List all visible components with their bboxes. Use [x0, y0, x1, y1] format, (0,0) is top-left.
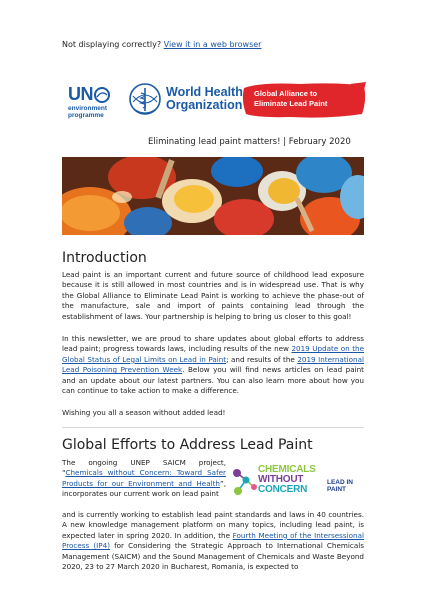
intro-p2-text-a: In this newsletter, we are proud to share updates about global efforts to address lead paint; progress towards laws, including results of the new — [62, 334, 364, 354]
global-paragraph-rest — [62, 510, 364, 572]
global-float-paragraph — [62, 458, 226, 500]
unep-un-text: UN — [68, 84, 93, 104]
intro-p2-text-b: ; and results of the — [226, 354, 298, 364]
molecule-icon — [230, 465, 258, 499]
global-rest-text-b: for Considering the Strategic Approach to International Chemicals Management (SAICM) and the Sound Management of Chemicals and Waste Beyond 2020, 23 to 27 March 2020 in Bucharest, Romania, is expected to — [62, 541, 365, 572]
intro-paragraph-2 — [62, 334, 364, 396]
unep-env-line1: environment — [68, 105, 108, 112]
legal-limits-update-link[interactable]: 2019 Update on the Global Status of Legal Limits on Lead in Paint — [62, 344, 364, 364]
cwc-chemicals-text: CHEMICALS — [258, 464, 316, 475]
paint-cans-hero-image — [62, 157, 364, 235]
newsletter-tagline: Eliminating lead paint matters! | February 2020 — [148, 137, 351, 147]
global-rest-text-a: and is currently working to establish lead paint standards and laws in 40 countries. A new knowledge management platform on many topics, including lead paint, is expected later in spring 2020. In addition, the — [62, 510, 364, 540]
chemicals-without-concern-logo — [230, 463, 364, 503]
introduction-heading: Introduction — [62, 250, 147, 266]
cwc-without-text: WITHOUT — [258, 474, 304, 485]
cwc-lead-text: LEAD IN — [327, 479, 353, 486]
ip4-meeting-link[interactable]: Fourth Meeting of the Intersessional Process (IP4) — [62, 530, 364, 551]
partner-logos — [60, 76, 370, 126]
unep-globe-icon — [94, 87, 110, 103]
gaelp-logo — [240, 80, 368, 120]
lead-poisoning-week-link[interactable]: 2019 International Lead Poisoning Prevention Week — [62, 354, 365, 375]
global-efforts-heading: Global Efforts to Address Lead Paint — [62, 437, 313, 453]
gaelp-line1: Global Alliance to — [254, 89, 318, 98]
intro-paragraph-3: Wishing you all a season without added lead! — [62, 408, 226, 417]
cwc-paint-text: PAINT — [327, 486, 347, 493]
intro-p2-text-c: . Below you will find news articles on lead paint and an update about our latest partners. You can also learn more about how you can continue to take action to make a difference. — [62, 365, 364, 396]
intro-paragraph-1: Lead paint is an important current and future source of childhood lead exposure because it is still allowed in most countries and is in widespread use. That is why the Global Alliance to Eliminate Lead Paint is working to achieve the phase-out of the manufacture, sale and import of paints containing lead through the establishment of laws. Your partnership is helping to bring us closer to this goal! — [62, 270, 364, 321]
unep-env-line2: programme — [68, 112, 104, 119]
global-float-text-a: The ongoing UNEP SAICM project, “ — [62, 458, 226, 478]
who-name-line2: Organization — [166, 98, 243, 112]
who-name-line1: World Health — [166, 85, 243, 99]
browser-notice-text: Not displaying correctly? — [62, 40, 162, 49]
unep-logo — [68, 84, 110, 119]
cwc-concern-text: CONCERN — [258, 484, 308, 495]
view-in-browser-link[interactable]: View it in a web browser — [163, 40, 262, 49]
chemicals-without-concern-link[interactable]: Chemicals without Concern: Toward Safer Products for our Environment and Health — [62, 468, 226, 488]
gaelp-line2: Eliminate Lead Paint — [254, 98, 328, 108]
browser-notice — [62, 40, 261, 49]
global-float-text-b: ”, incorporates our current work on lead paint — [62, 478, 226, 499]
who-emblem-icon — [128, 82, 162, 116]
section-divider — [62, 427, 364, 428]
